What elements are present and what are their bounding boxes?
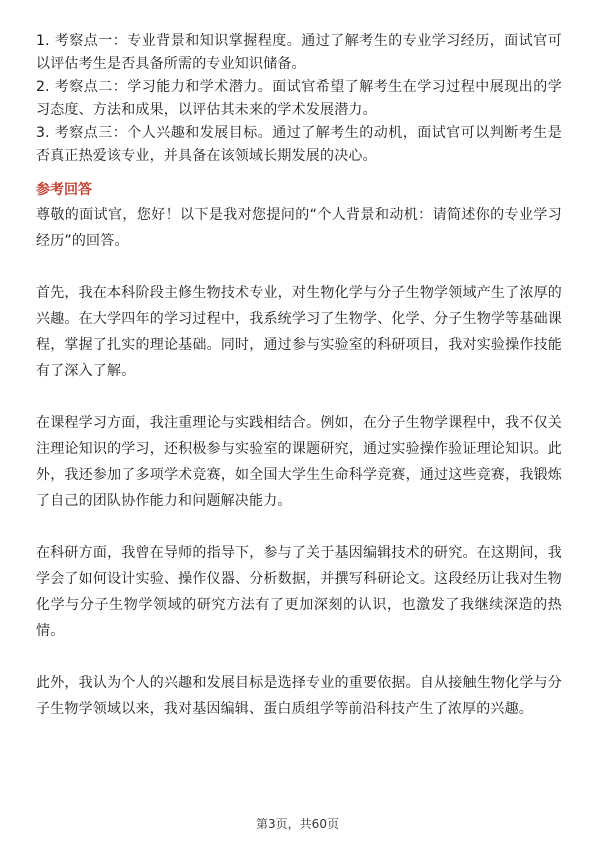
answer-paragraph-2: 在课程学习方面，我注重理论与实践相结合。例如，在分子生物学课程中，我不仅关注理论知识的学习，还积极参与实验室的课题研究，通过实验操作验证理论知识。此外，我还参加了多项学术竞赛，如全国大学生生命科学竞赛，通过这些竞赛，我锻炼了自己的团队协作能力和问题解决能力。 [36,415,562,509]
assessment-point-3: 3. 考察点三：个人兴趣和发展目标。通过了解考生的动机，面试官可以判断考生是否真正热爱该专业，并具备在该领域长期发展的决心。 [36,125,562,164]
answer-heading: 参考回答 [36,182,92,198]
paragraph-spacer [36,254,562,280]
paragraph-spacer [36,384,562,410]
paragraph-spacer [36,514,562,540]
document-page [36,30,562,722]
assessment-point-2: 2. 考察点二：学习能力和学术潜力。面试官希望了解考生在学习过程中展现出的学习态度、方法和成果，以评估其未来的学术发展潜力。 [36,79,562,118]
paragraph-spacer [36,644,562,670]
assessment-point-1: 1. 考察点一：专业背景和知识掌握程度。通过了解考生的专业学习经历，面试官可以评估考生是否具备所需的专业知识储备。 [36,33,562,72]
answer-paragraph-1: 首先，我在本科阶段主修生物技术专业，对生物化学与分子生物学领域产生了浓厚的兴趣。在大学四年的学习过程中，我系统学习了生物学、化学、分子生物学等基础课程，掌握了扎实的理论基础。同时，通过参与实验室的科研项目，我对实验操作技能有了深入了解。 [36,285,562,379]
page-number-footer: 第3页，共60页 [256,817,339,831]
answer-paragraph-4: 此外，我认为个人的兴趣和发展目标是选择专业的重要依据。自从接触生物化学与分子生物学领域以来，我对基因编辑、蛋白质组学等前沿科技产生了浓厚的兴趣。 [36,675,562,717]
answer-intro: 尊敬的面试官，您好！以下是我对您提问的“个人背景和动机：请简述你的专业学习经历”的回答。 [36,207,562,249]
answer-paragraph-3: 在科研方面，我曾在导师的指导下，参与了关于基因编辑技术的研究。在这期间，我学会了如何设计实验、操作仪器、分析数据，并撰写科研论文。这段经历让我对生物化学与分子生物学领域的研究方法有了更加深刻的认识，也激发了我继续深造的热情。 [36,545,562,639]
